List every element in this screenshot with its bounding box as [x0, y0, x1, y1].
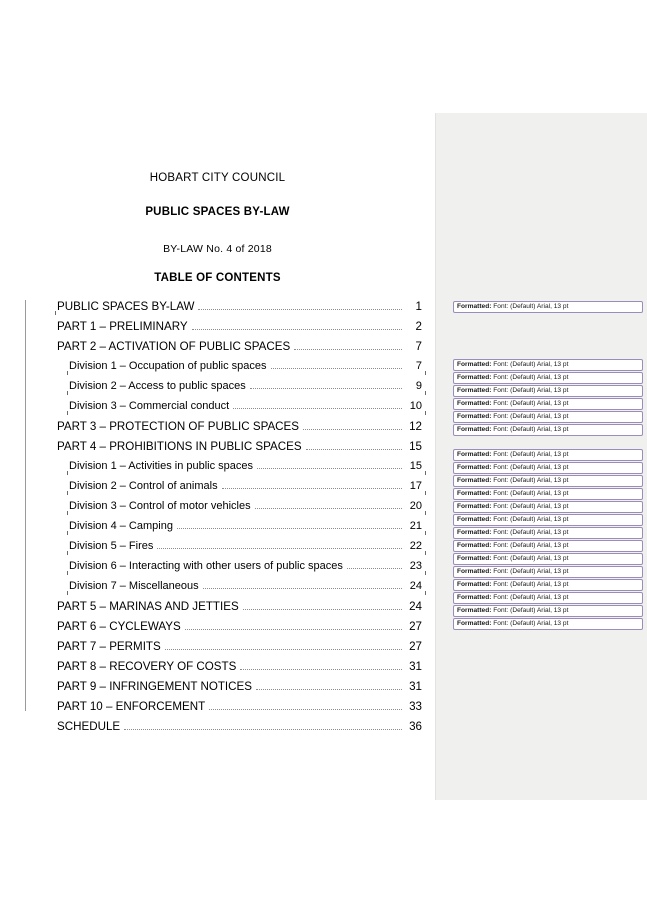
formatted-comment-balloon[interactable]	[453, 488, 643, 500]
toc-entry[interactable]	[57, 340, 422, 360]
toc-entry-label: SCHEDULE	[57, 720, 121, 733]
toc-entry-page-number: 21	[409, 520, 422, 532]
toc-entry[interactable]	[57, 400, 422, 420]
balloon-label: Formatted:	[457, 516, 492, 523]
toc-entry-label: PUBLIC SPACES BY-LAW	[57, 300, 195, 313]
toc-entry-label: Division 6 – Interacting with other users of public spaces	[69, 560, 343, 572]
toc-entry[interactable]	[57, 500, 422, 520]
toc-entry-label: PART 5 – MARINAS AND JETTIES	[57, 600, 239, 613]
formatted-comment-balloon[interactable]	[453, 411, 643, 423]
toc-entry-label: Division 5 – Fires	[69, 540, 154, 552]
toc-dot-leader	[185, 628, 402, 630]
toc-entry-label: Division 1 – Occupation of public spaces	[69, 360, 267, 372]
toc-entry-page-number: 12	[409, 420, 422, 433]
formatted-comment-balloon[interactable]	[453, 540, 643, 552]
toc-dot-leader	[250, 387, 402, 389]
toc-dot-leader	[257, 467, 402, 469]
formatted-balloon-group-3	[453, 449, 643, 631]
toc-entry-page-number: 7	[415, 340, 422, 353]
formatted-comment-balloon[interactable]	[453, 449, 643, 461]
balloon-label: Formatted:	[457, 490, 492, 497]
toc-entry-label: PART 7 – PERMITS	[57, 640, 161, 653]
formatted-comment-balloon[interactable]	[453, 372, 643, 384]
toc-dot-leader	[124, 728, 402, 730]
balloon-value: Font: (Default) Arial, 13 pt	[493, 387, 569, 394]
toc-entry[interactable]	[57, 580, 422, 600]
toc-entry-page-number: 24	[409, 600, 422, 613]
toc-dot-leader	[255, 507, 402, 509]
formatted-comment-balloon[interactable]	[453, 514, 643, 526]
formatted-comment-balloon[interactable]	[453, 605, 643, 617]
toc-entry[interactable]	[57, 540, 422, 560]
toc-entry[interactable]	[57, 300, 422, 320]
toc-dot-leader	[198, 308, 402, 310]
balloon-label: Formatted:	[457, 594, 492, 601]
balloon-label: Formatted:	[457, 568, 492, 575]
toc-entry-label: Division 3 – Control of motor vehicles	[69, 500, 251, 512]
toc-entry-page-number: 24	[409, 580, 422, 592]
toc-entry[interactable]	[57, 700, 422, 720]
toc-entry[interactable]	[57, 520, 422, 540]
toc-entry-page-number: 9	[415, 380, 422, 392]
toc-entry-page-number: 17	[409, 480, 422, 492]
balloon-label: Formatted:	[457, 374, 492, 381]
balloon-label: Formatted:	[457, 387, 492, 394]
toc-entry[interactable]	[57, 460, 422, 480]
balloon-value: Font: (Default) Arial, 13 pt	[493, 542, 569, 549]
toc-entry[interactable]	[57, 640, 422, 660]
balloon-value: Font: (Default) Arial, 13 pt	[493, 426, 569, 433]
toc-dot-leader	[256, 688, 402, 690]
formatted-comment-balloon[interactable]	[453, 475, 643, 487]
formatted-comment-balloon[interactable]	[453, 462, 643, 474]
balloon-value: Font: (Default) Arial, 13 pt	[493, 503, 569, 510]
toc-entry-label: Division 4 – Camping	[69, 520, 173, 532]
formatted-comment-balloon[interactable]	[453, 501, 643, 513]
toc-entry-label: PART 6 – CYCLEWAYS	[57, 620, 181, 633]
formatted-comment-balloon[interactable]	[453, 566, 643, 578]
balloon-value: Font: (Default) Arial, 13 pt	[493, 413, 569, 420]
table-of-contents-heading: TABLE OF CONTENTS	[154, 272, 281, 284]
toc-entry-page-number: 31	[409, 660, 422, 673]
formatted-comment-balloon[interactable]	[453, 301, 643, 313]
balloon-value: Font: (Default) Arial, 13 pt	[493, 620, 569, 627]
toc-entry-page-number: 33	[409, 700, 422, 713]
balloon-label: Formatted:	[457, 581, 492, 588]
balloon-label: Formatted:	[457, 400, 492, 407]
toc-entry-page-number: 23	[409, 560, 422, 572]
toc-entry-page-number: 15	[409, 440, 422, 453]
toc-entry[interactable]	[57, 380, 422, 400]
document-title: PUBLIC SPACES BY-LAW	[145, 206, 290, 218]
toc-entry[interactable]	[57, 660, 422, 680]
balloon-value: Font: (Default) Arial, 13 pt	[493, 594, 569, 601]
balloon-value: Font: (Default) Arial, 13 pt	[493, 477, 569, 484]
toc-entry-label: PART 3 – PROTECTION OF PUBLIC SPACES	[57, 420, 300, 433]
toc-entry[interactable]	[57, 360, 422, 380]
balloon-label: Formatted:	[457, 361, 492, 368]
balloon-value: Font: (Default) Arial, 13 pt	[493, 490, 569, 497]
changed-lines-bar	[25, 300, 26, 711]
formatted-comment-balloon[interactable]	[453, 398, 643, 410]
toc-entry[interactable]	[57, 420, 422, 440]
toc-dot-leader	[294, 348, 402, 350]
toc-entry-label: PART 1 – PRELIMINARY	[57, 320, 188, 333]
toc-dot-leader	[347, 567, 402, 569]
balloon-label: Formatted:	[457, 620, 492, 627]
toc-entry-label: Division 3 – Commercial conduct	[69, 400, 230, 412]
balloon-value: Font: (Default) Arial, 13 pt	[493, 568, 569, 575]
toc-dot-leader	[157, 547, 402, 549]
toc-dot-leader	[240, 668, 402, 670]
balloon-label: Formatted:	[457, 477, 492, 484]
toc-entry-label: PART 8 – RECOVERY OF COSTS	[57, 660, 237, 673]
formatted-comment-balloon[interactable]	[453, 618, 643, 630]
toc-dot-leader	[192, 328, 402, 330]
formatted-comment-balloon[interactable]	[453, 592, 643, 604]
balloon-label: Formatted:	[457, 303, 492, 310]
formatted-comment-balloon[interactable]	[453, 579, 643, 591]
toc-dot-leader	[222, 487, 402, 489]
toc-entry-label: Division 2 – Control of animals	[69, 480, 218, 492]
balloon-value: Font: (Default) Arial, 13 pt	[493, 555, 569, 562]
toc-entry-page-number: 15	[409, 460, 422, 472]
toc-entry-page-number: 27	[409, 640, 422, 653]
toc-dot-leader	[303, 428, 402, 430]
balloon-value: Font: (Default) Arial, 13 pt	[493, 374, 569, 381]
formatted-balloon-group-2	[453, 359, 643, 437]
formatted-balloon-group-1	[453, 301, 643, 314]
balloon-value: Font: (Default) Arial, 13 pt	[493, 607, 569, 614]
balloon-label: Formatted:	[457, 464, 492, 471]
toc-entry[interactable]	[57, 560, 422, 580]
balloon-value: Font: (Default) Arial, 13 pt	[493, 451, 569, 458]
toc-entry-page-number: 22	[409, 540, 422, 552]
toc-dot-leader	[243, 608, 402, 610]
toc-entry-label: Division 7 – Miscellaneous	[69, 580, 199, 592]
toc-entry[interactable]	[57, 480, 422, 500]
toc-dot-leader	[203, 587, 402, 589]
toc-entry-label: PART 9 – INFRINGEMENT NOTICES	[57, 680, 252, 693]
toc-entry[interactable]	[57, 440, 422, 460]
toc-dot-leader	[177, 527, 402, 529]
balloon-value: Font: (Default) Arial, 13 pt	[493, 361, 569, 368]
toc-entry-label: Division 1 – Activities in public spaces	[69, 460, 254, 472]
balloon-label: Formatted:	[457, 503, 492, 510]
toc-entry-label: Division 2 – Access to public spaces	[69, 380, 246, 392]
toc-entry[interactable]	[57, 320, 422, 340]
balloon-value: Font: (Default) Arial, 13 pt	[493, 581, 569, 588]
balloon-value: Font: (Default) Arial, 13 pt	[493, 400, 569, 407]
balloon-value: Font: (Default) Arial, 13 pt	[493, 529, 569, 536]
balloon-value: Font: (Default) Arial, 13 pt	[493, 303, 569, 310]
balloon-label: Formatted:	[457, 555, 492, 562]
formatted-comment-balloon[interactable]	[453, 424, 643, 436]
balloon-label: Formatted:	[457, 529, 492, 536]
toc-dot-leader	[233, 407, 402, 409]
toc-dot-leader	[165, 648, 402, 650]
toc-entry-page-number: 36	[409, 720, 422, 733]
balloon-label: Formatted:	[457, 542, 492, 549]
document-council-heading: HOBART CITY COUNCIL	[149, 172, 286, 184]
toc-entry[interactable]	[57, 680, 422, 700]
formatted-comment-balloon[interactable]	[453, 527, 643, 539]
toc-dot-leader	[271, 367, 403, 369]
balloon-label: Formatted:	[457, 426, 492, 433]
toc-entry-page-number: 27	[409, 620, 422, 633]
formatted-comment-balloon[interactable]	[453, 553, 643, 565]
balloon-label: Formatted:	[457, 607, 492, 614]
toc-entry-page-number: 20	[409, 500, 422, 512]
balloon-label: Formatted:	[457, 451, 492, 458]
toc-dot-leader	[306, 448, 402, 450]
formatted-comment-balloon[interactable]	[453, 359, 643, 371]
toc-entry[interactable]	[57, 600, 422, 620]
table-of-contents	[57, 300, 422, 740]
toc-entry-label: PART 2 – ACTIVATION OF PUBLIC SPACES	[57, 340, 291, 353]
toc-entry-label: PART 10 – ENFORCEMENT	[57, 700, 206, 713]
toc-entry-page-number: 7	[415, 360, 422, 372]
toc-entry-page-number: 1	[415, 300, 422, 313]
toc-entry[interactable]	[57, 720, 422, 740]
toc-entry-label: PART 4 – PROHIBITIONS IN PUBLIC SPACES	[57, 440, 302, 453]
formatted-comment-balloon[interactable]	[453, 385, 643, 397]
balloon-value: Font: (Default) Arial, 13 pt	[493, 464, 569, 471]
balloon-label: Formatted:	[457, 413, 492, 420]
document-bylaw-number: BY-LAW No. 4 of 2018	[163, 243, 272, 255]
toc-entry[interactable]	[57, 620, 422, 640]
toc-entry-page-number: 2	[415, 320, 422, 333]
toc-entry-page-number: 31	[409, 680, 422, 693]
balloon-value: Font: (Default) Arial, 13 pt	[493, 516, 569, 523]
toc-dot-leader	[209, 708, 402, 710]
toc-entry-page-number: 10	[409, 400, 422, 412]
